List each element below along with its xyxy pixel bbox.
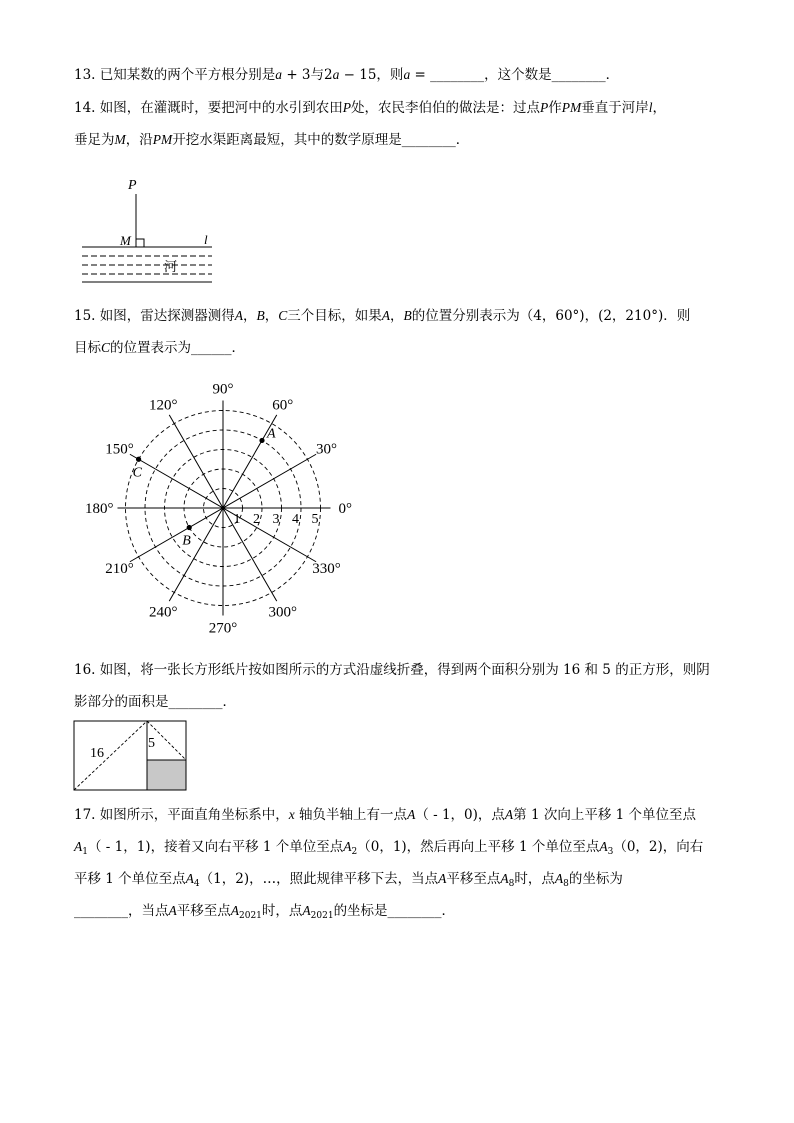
subscript: 2 (351, 847, 358, 857)
var-a: A (343, 839, 352, 854)
q15-text: 15. 如图，雷达探测器测得 (74, 308, 235, 324)
subscript: 2021 (310, 911, 334, 921)
question-number: 13. (74, 67, 96, 83)
q14-text: 垂足为 (74, 132, 115, 148)
question-17-line-4 (74, 901, 455, 921)
q14-text: 14. 如图，在灌溉时，要把河中的水引到农田 (74, 100, 343, 116)
fold-dashed-line (74, 721, 147, 790)
q17-text: 17. 如图所示，平面直角坐标系中， (74, 807, 289, 823)
q16-text: 影部分的面积是________． (74, 694, 236, 710)
q14-text: 作 (548, 100, 562, 116)
q17-text: 轴负半轴上有一点 (294, 807, 408, 823)
shaded-region (147, 760, 186, 790)
question-14-line-1 (74, 98, 666, 118)
q17-text: 的坐标是________． (333, 903, 456, 919)
q17-text: ________，当点 (74, 903, 169, 919)
question-17-line-1 (74, 805, 696, 825)
label-16: 16 (90, 746, 104, 761)
question-16-line-1 (74, 660, 710, 680)
var-a: A (168, 903, 177, 918)
q13-text: 已知某数的两个平方根分别是 (95, 67, 276, 83)
var-a: A (504, 807, 514, 822)
angle-label-150: 150° (105, 441, 134, 458)
point-b (187, 525, 192, 530)
var-c: C (278, 308, 288, 323)
var-x: x (288, 807, 295, 822)
var-pm: PM (152, 132, 173, 147)
angle-label-90: 90° (212, 381, 234, 398)
point-m-label: M (120, 233, 131, 248)
var-a: a (332, 67, 340, 82)
var-a: A (230, 903, 239, 918)
label-5: 5 (148, 736, 155, 751)
var-a: a (275, 67, 283, 82)
ring-label-1: 1 (233, 512, 241, 527)
right-angle-mark (136, 239, 144, 247)
q17-text: 时，点 (261, 903, 303, 919)
q15-text: ， (390, 308, 404, 324)
q17-text: 的坐标为 (568, 871, 623, 887)
subscript: 2021 (239, 911, 262, 921)
q13-text: − 15，则 (339, 67, 404, 83)
var-p: P (342, 100, 352, 115)
q16-text: 16. 如图，将一张长方形纸片按如图所示的方式沿虚线折叠，得到两个面积分别为 16 和 5 的正方形，则阴 (74, 662, 710, 678)
ring-label-4: 4 (292, 512, 299, 527)
angle-label-180: 180° (85, 501, 114, 517)
question-13 (74, 65, 619, 85)
question-15-line-2 (74, 338, 245, 358)
question-16-line-2 (74, 692, 236, 712)
ring-label-5: 5 (311, 512, 319, 527)
question-15-line-1 (74, 306, 690, 326)
angle-label-270: 270° (208, 620, 238, 637)
var-a: A (302, 903, 311, 918)
q13-text: + 3与2 (282, 67, 333, 83)
q15-text: 目标 (74, 340, 101, 356)
angle-label-300: 300° (268, 604, 297, 621)
q14-text: 处，农民李伯伯的做法是：过点 (351, 100, 541, 116)
angle-label-60: 60° (272, 397, 294, 414)
subscript: 8 (508, 879, 515, 889)
var-l: l (648, 100, 653, 115)
subscript: 4 (193, 879, 200, 889)
q17-text: 平移至点 (446, 871, 501, 887)
question-17-line-2 (74, 837, 703, 857)
q17-text: （ - 1，0)，点 (415, 807, 505, 823)
ring-label-2: 2 (253, 512, 260, 527)
angle-label-120: 120° (149, 397, 178, 414)
subscript: 1 (82, 847, 88, 857)
q17-text: （ - 1，1)，接着又向右平移 1 个单位至点 (87, 839, 344, 855)
q17-text: 第 1 次向上平移 1 个单位至点 (513, 807, 696, 823)
line-l-label: l (204, 232, 208, 247)
angle-label-0: 0° (338, 501, 352, 517)
var-b: B (256, 308, 265, 323)
point-c (136, 457, 141, 462)
q17-text: 平移 1 个单位至点 (74, 871, 186, 887)
var-p: P (540, 100, 549, 115)
radar-figure (60, 365, 380, 650)
var-a: A (234, 308, 244, 323)
angle-label-330: 330° (312, 560, 341, 577)
var-a: A (185, 871, 194, 886)
point-b-label: B (182, 533, 191, 549)
q17-text: 平移至点 (176, 903, 231, 919)
question-17-line-3 (74, 869, 623, 889)
river-figure (78, 172, 218, 288)
question-14-line-2 (74, 130, 469, 150)
q15-text: 的位置表示为______． (110, 340, 246, 356)
var-m: M (114, 132, 126, 147)
point-a (259, 438, 264, 443)
q17-text: （0，1)，然后再向上平移 1 个单位至点 (357, 839, 600, 855)
subscript: 3 (607, 847, 614, 857)
angle-label-210: 210° (105, 560, 134, 577)
var-a: A (554, 871, 564, 886)
var-a: A (74, 839, 83, 854)
q14-text: 开挖水渠距离最短，其中的数学原理是________． (172, 132, 470, 148)
var-pm: PM (561, 100, 582, 115)
point-a-label: A (267, 426, 276, 442)
q17-text: （1，2)，…，照此规律平移下去，当点 (199, 871, 439, 887)
subscript: 8 (563, 879, 569, 889)
var-a: A (438, 871, 447, 886)
q15-text: 三个目标，如果 (287, 308, 382, 324)
var-a: A (599, 839, 608, 854)
var-a: A (500, 871, 509, 886)
var-b: B (403, 308, 412, 323)
q14-text: ，沿 (125, 132, 153, 148)
q15-text: 的位置分别表示为（4，60°)，(2，210°)．则 (411, 308, 691, 324)
var-a: A (407, 807, 416, 822)
var-c: C (101, 340, 111, 355)
ring-label-3: 3 (272, 512, 280, 527)
q17-text: （0，2)，向右 (613, 839, 704, 855)
var-a: a (403, 67, 411, 82)
angle-label-240: 240° (149, 604, 178, 621)
river-label: 河 (164, 259, 178, 274)
q14-text: ， (652, 100, 667, 116)
q14-text: 垂直于河岸 (581, 100, 649, 116)
q17-text: 时，点 (514, 871, 555, 887)
q15-text: ， (243, 308, 257, 324)
q13-text: = ________，这个数是________． (410, 67, 620, 83)
q15-text: ， (264, 308, 279, 324)
point-p-label: P (128, 178, 137, 193)
point-c-label: C (132, 465, 142, 481)
var-a: A (381, 308, 391, 323)
fold-figure (72, 719, 192, 794)
angle-label-30: 30° (315, 441, 337, 458)
